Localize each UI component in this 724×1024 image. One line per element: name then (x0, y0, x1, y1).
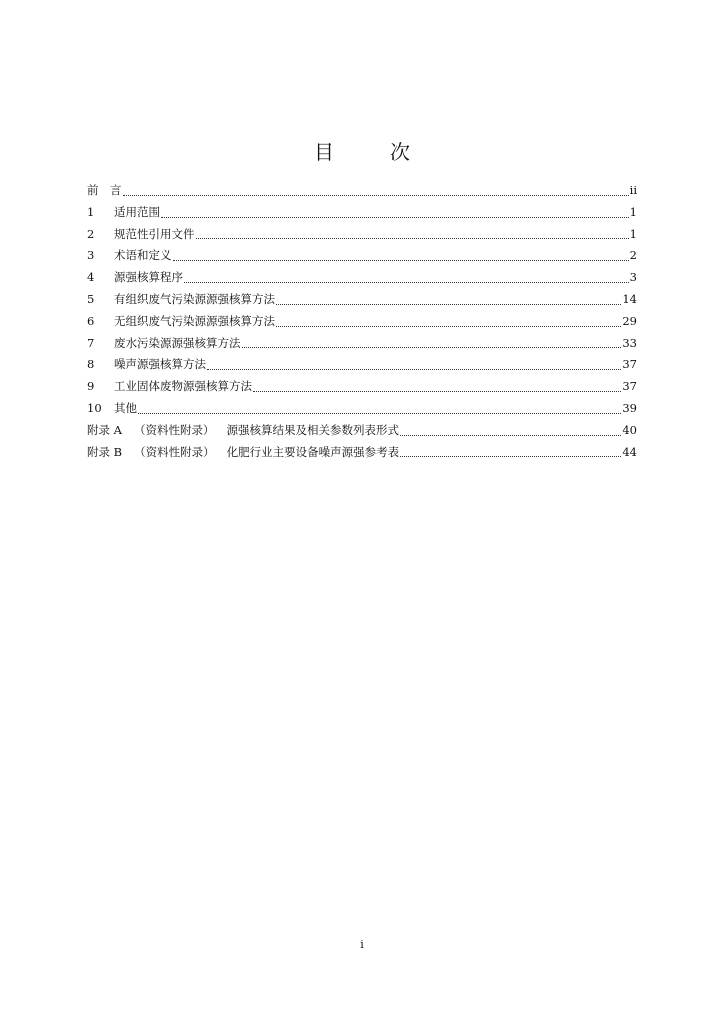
toc-entry-7[interactable] (87, 333, 637, 355)
toc-entry-number: 4 (87, 270, 95, 285)
page-title: 目 次 (314, 140, 428, 164)
toc-entry-page: 33 (622, 335, 637, 350)
toc-entry-number: 6 (87, 313, 95, 328)
dot-leader (207, 368, 621, 370)
toc-entry-page: 37 (622, 379, 637, 394)
toc-entry-5[interactable] (87, 289, 637, 311)
toc-entry-appendix-a[interactable] (87, 420, 637, 442)
toc-entry-page: 14 (622, 291, 637, 306)
toc-entry-10[interactable] (87, 398, 637, 420)
toc-entry-label: 前 言 (87, 183, 122, 197)
toc-entry-appendix-b[interactable] (87, 442, 637, 464)
toc-entry-title: 无组织废气污染源源强核算方法 (114, 313, 275, 328)
appendix-tag: 附录 A (87, 422, 122, 437)
appendix-kind: （资料性附录） (134, 444, 215, 459)
toc-entry-title: 工业固体废物源强核算方法 (114, 379, 252, 394)
toc-entry-title: 化肥行业主要设备噪声源强参考表 (226, 444, 400, 459)
toc-entry-2[interactable] (87, 224, 637, 246)
dot-leader (123, 194, 629, 196)
toc-entry-number: 7 (87, 335, 95, 350)
dot-leader (276, 325, 621, 327)
toc-entry-page: 39 (622, 400, 637, 415)
toc-entry-8[interactable] (87, 354, 637, 376)
toc-entry-preface[interactable] (87, 180, 637, 202)
toc-entry-number: 2 (87, 226, 95, 241)
toc-entry-number: 10 (87, 400, 102, 415)
page-number: i (360, 938, 364, 951)
toc-entry-number: 3 (87, 248, 95, 263)
dot-leader (161, 216, 629, 218)
dot-leader (253, 390, 621, 392)
toc-entry-title: 有组织废气污染源源强核算方法 (114, 291, 275, 306)
table-of-contents (87, 180, 637, 463)
dot-leader (196, 237, 629, 239)
toc-entry-number: 9 (87, 379, 95, 394)
toc-entry-page: ii (629, 183, 637, 197)
toc-entry-page: 1 (629, 226, 637, 241)
toc-entry-title: 其他 (114, 400, 137, 415)
dot-leader (242, 346, 622, 348)
toc-entry-page: 29 (622, 313, 637, 328)
toc-entry-page: 40 (622, 422, 637, 437)
toc-entry-title: 术语和定义 (114, 248, 172, 263)
toc-entry-4[interactable] (87, 267, 637, 289)
toc-entry-page: 37 (622, 357, 637, 372)
toc-entry-title: 源强核算程序 (114, 270, 183, 285)
appendix-tag: 附录 B (87, 444, 123, 459)
dot-leader (184, 281, 629, 283)
toc-entry-page: 2 (629, 248, 637, 263)
toc-entry-title: 适用范围 (114, 204, 160, 219)
dot-leader (173, 259, 629, 261)
toc-entry-3[interactable] (87, 245, 637, 267)
toc-entry-page: 44 (622, 444, 637, 459)
toc-entry-title: 源强核算结果及相关参数列表形式 (226, 422, 399, 437)
toc-entry-title: 规范性引用文件 (114, 226, 195, 241)
toc-entry-page: 3 (629, 270, 637, 285)
toc-entry-page: 1 (629, 204, 637, 219)
appendix-kind: （资料性附录） (133, 422, 215, 437)
toc-entry-6[interactable] (87, 311, 637, 333)
dot-leader (400, 455, 621, 457)
toc-entry-9[interactable] (87, 376, 637, 398)
toc-entry-title: 废水污染源源强核算方法 (114, 335, 241, 350)
toc-entry-number: 8 (87, 357, 95, 372)
dot-leader (276, 303, 621, 305)
toc-entry-1[interactable] (87, 202, 637, 224)
dot-leader (400, 434, 621, 436)
toc-entry-number: 5 (87, 291, 95, 306)
dot-leader (138, 412, 621, 414)
toc-entry-number: 1 (87, 204, 95, 219)
toc-entry-title: 噪声源强核算方法 (114, 357, 206, 372)
